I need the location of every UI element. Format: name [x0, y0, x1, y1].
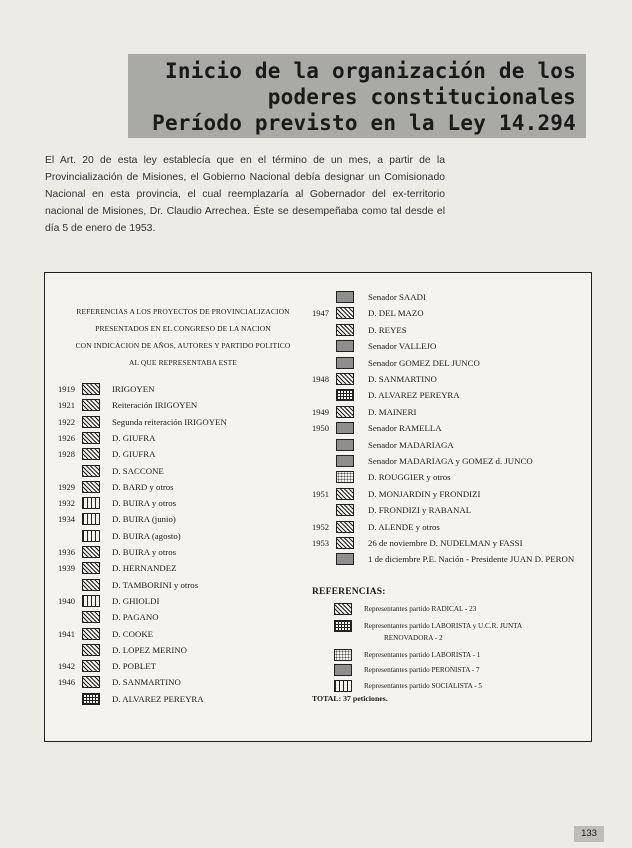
party-swatch	[336, 357, 354, 369]
project-row	[312, 405, 612, 419]
project-label: D. GIUFRA	[112, 449, 156, 460]
party-swatch	[336, 422, 354, 434]
figure-header-line: CON INDICACION DE AÑOS, AUTORES Y PARTIDO POLITICO	[75, 341, 291, 350]
party-swatch	[336, 521, 354, 533]
project-label: Senador SAADI	[368, 292, 426, 302]
figure-header-line: AL QUE REPRESENTABA ESTE	[129, 358, 237, 367]
party-swatch	[336, 389, 354, 401]
party-swatch	[82, 546, 100, 558]
project-label: D. PAGANO	[112, 612, 159, 623]
project-label: D. COOKE	[112, 628, 154, 639]
party-swatch	[336, 553, 354, 565]
project-label: Senador VALLEJO	[368, 341, 437, 352]
project-row	[58, 675, 358, 689]
project-year: 1948	[312, 374, 329, 384]
project-label: D. ROUGGIER y otros	[368, 472, 451, 483]
project-label: D. POBLET	[112, 661, 156, 672]
project-row	[312, 470, 612, 484]
project-year: 1921	[58, 400, 75, 411]
figure-header	[58, 303, 308, 371]
party-swatch	[336, 504, 354, 516]
project-label: D. DEL MAZO	[368, 308, 424, 319]
project-label: D. FRONDIZI y RABANAL	[368, 505, 472, 516]
project-row	[312, 356, 612, 370]
legend-label: Representantes partido SOCIALISTA - 5	[364, 682, 482, 690]
title-line-1: Inicio de la organización de los	[165, 59, 576, 83]
project-year: 1922	[58, 416, 75, 427]
project-row	[312, 372, 612, 386]
project-label: D. BARD y otros	[112, 481, 174, 492]
project-row	[312, 487, 612, 501]
project-label: D. ALVAREZ PEREYRA	[368, 390, 460, 401]
project-label: Reiteración IRIGOYEN	[112, 400, 198, 411]
legend-label: Representantes partido RADICAL - 23	[364, 605, 477, 613]
page-number: 133	[574, 826, 604, 842]
legend-swatch	[334, 620, 352, 632]
project-row	[312, 388, 612, 402]
project-label: D. HERNANDEZ	[112, 563, 177, 574]
project-year: 1950	[312, 423, 329, 434]
project-year: 1919	[58, 384, 75, 394]
project-row	[58, 627, 358, 641]
project-year: 1942	[58, 661, 75, 672]
legend-label: Representantes partido PERONISTA - 7	[364, 666, 480, 674]
project-label: D. ALVAREZ PEREYRA	[112, 693, 204, 704]
party-swatch	[336, 307, 354, 319]
party-swatch	[82, 579, 100, 591]
project-label: D. MONJARDIN y FRONDIZI	[368, 488, 481, 499]
project-year: 1928	[58, 449, 75, 460]
project-label: D. SANMARTINO	[112, 677, 181, 688]
project-label: 26 de noviembre D. NUDELMAN y FASSI	[368, 538, 523, 548]
party-swatch	[82, 611, 100, 623]
project-year: 1951	[312, 488, 329, 499]
total-petitions: TOTAL: 37 peticiones.	[312, 694, 388, 703]
project-year: 1949	[312, 406, 329, 417]
title-line-3: Período previsto en la Ley 14.294	[152, 111, 576, 135]
project-year: 1940	[58, 595, 75, 606]
page-title	[116, 58, 576, 136]
party-swatch	[82, 383, 100, 395]
project-year: 1947	[312, 308, 329, 319]
project-label: Senador MADARIAGA	[368, 439, 454, 450]
party-swatch	[82, 399, 100, 411]
party-swatch	[82, 676, 100, 688]
party-swatch	[82, 448, 100, 460]
party-swatch	[82, 416, 100, 428]
project-year: 1932	[58, 498, 75, 509]
party-swatch	[82, 497, 100, 509]
project-label: D. GHIOLDI	[112, 595, 160, 606]
party-swatch	[336, 488, 354, 500]
project-label: IRIGOYEN	[112, 384, 155, 394]
project-row	[312, 421, 612, 435]
legend-swatch	[334, 664, 352, 676]
project-year: 1946	[58, 677, 75, 688]
project-row	[312, 323, 612, 337]
project-label: D. BUIRA y otros	[112, 547, 177, 557]
party-swatch	[82, 660, 100, 672]
party-swatch	[336, 373, 354, 385]
project-label: D. BUIRA y otros	[112, 498, 177, 509]
figure-header-line: REFERENCIAS A LOS PROYECTOS DE PROVINCIALIZACION	[76, 307, 290, 316]
project-label: D. GIUFRA	[112, 432, 156, 443]
party-swatch	[336, 537, 354, 549]
project-label: D. BUIRA (agosto)	[112, 530, 181, 541]
project-row	[312, 520, 612, 534]
project-row	[312, 536, 612, 550]
party-swatch	[336, 455, 354, 467]
legend-label: RENOVADORA - 2	[384, 634, 443, 642]
party-swatch	[336, 291, 354, 303]
legend-label: Representantes partido LABORISTA y U.C.R. JUNTA	[364, 622, 523, 630]
party-swatch	[336, 340, 354, 352]
party-swatch	[82, 562, 100, 574]
project-label: D. MAINERI	[368, 406, 417, 417]
project-label: D. REYES	[368, 324, 407, 335]
project-row	[58, 659, 358, 673]
figure-header-line: PRESENTADOS EN EL CONGRESO DE LA NACION	[95, 324, 271, 333]
project-year: 1936	[58, 547, 75, 557]
party-swatch	[82, 432, 100, 444]
project-label: D. TAMBORINI y otros	[112, 579, 199, 590]
project-row	[58, 643, 358, 657]
project-label: D. BUIRA (junio)	[112, 514, 176, 525]
party-swatch	[336, 324, 354, 336]
project-row	[58, 610, 358, 624]
project-year: 1939	[58, 563, 75, 574]
project-row	[312, 306, 612, 320]
party-swatch	[336, 471, 354, 483]
project-row	[312, 503, 612, 517]
legend-swatch	[334, 649, 352, 661]
project-year: 1926	[58, 432, 75, 443]
party-swatch	[336, 439, 354, 451]
project-year: 1929	[58, 481, 75, 492]
project-row	[312, 454, 612, 468]
project-label: 1 de diciembre P.E. Nación - Presidente JUAN D. PERON	[368, 554, 575, 565]
project-row	[312, 339, 612, 353]
project-label: D. SANMARTINO	[368, 374, 437, 384]
project-year: 1952	[312, 521, 329, 532]
project-label: D. ALENDE y otros	[368, 521, 440, 532]
party-swatch	[82, 628, 100, 640]
party-swatch	[336, 406, 354, 418]
legend-swatch	[334, 603, 352, 615]
project-row	[312, 290, 612, 304]
project-label: Segunda reiteración IRIGOYEN	[112, 416, 227, 427]
project-label: D. SACCONE	[112, 465, 164, 476]
legend-swatch	[334, 680, 352, 692]
project-label: Senador GOMEZ DEL JUNCO	[368, 357, 480, 368]
project-label: Senador MADARIAGA y GOMEZ d. JUNCO	[368, 456, 533, 466]
project-row	[312, 438, 612, 452]
project-year: 1934	[58, 514, 75, 525]
project-row	[312, 552, 612, 566]
party-swatch	[82, 595, 100, 607]
party-swatch	[82, 644, 100, 656]
title-line-2: poderes constitucionales	[267, 85, 576, 109]
project-year: 1953	[312, 538, 329, 548]
references-title: REFERENCIAS:	[312, 587, 386, 597]
project-year: 1941	[58, 628, 75, 639]
party-swatch	[82, 530, 100, 542]
party-swatch	[82, 513, 100, 525]
legend-label: Representantes partido LABORISTA - 1	[364, 651, 481, 659]
party-swatch	[82, 481, 100, 493]
intro-paragraph: El Art. 20 de esta ley establecía que en el término de un mes, a partir de la Provincialización de Misiones, el Gobierno Nacional debía designar un Comisionado Nacional en esta provincia, el cual reemplazaría al Gobernador del ex-territorio nacional de Misiones, Dr. Claudio Arrechea. Éste se desempeñaba como tal desde el día 5 de enero de 1953.	[45, 155, 445, 234]
party-swatch	[82, 465, 100, 477]
party-swatch	[82, 693, 100, 705]
project-label: D. LOPEZ MERINO	[112, 644, 188, 655]
project-label: Senador RAMELLA	[368, 423, 442, 434]
